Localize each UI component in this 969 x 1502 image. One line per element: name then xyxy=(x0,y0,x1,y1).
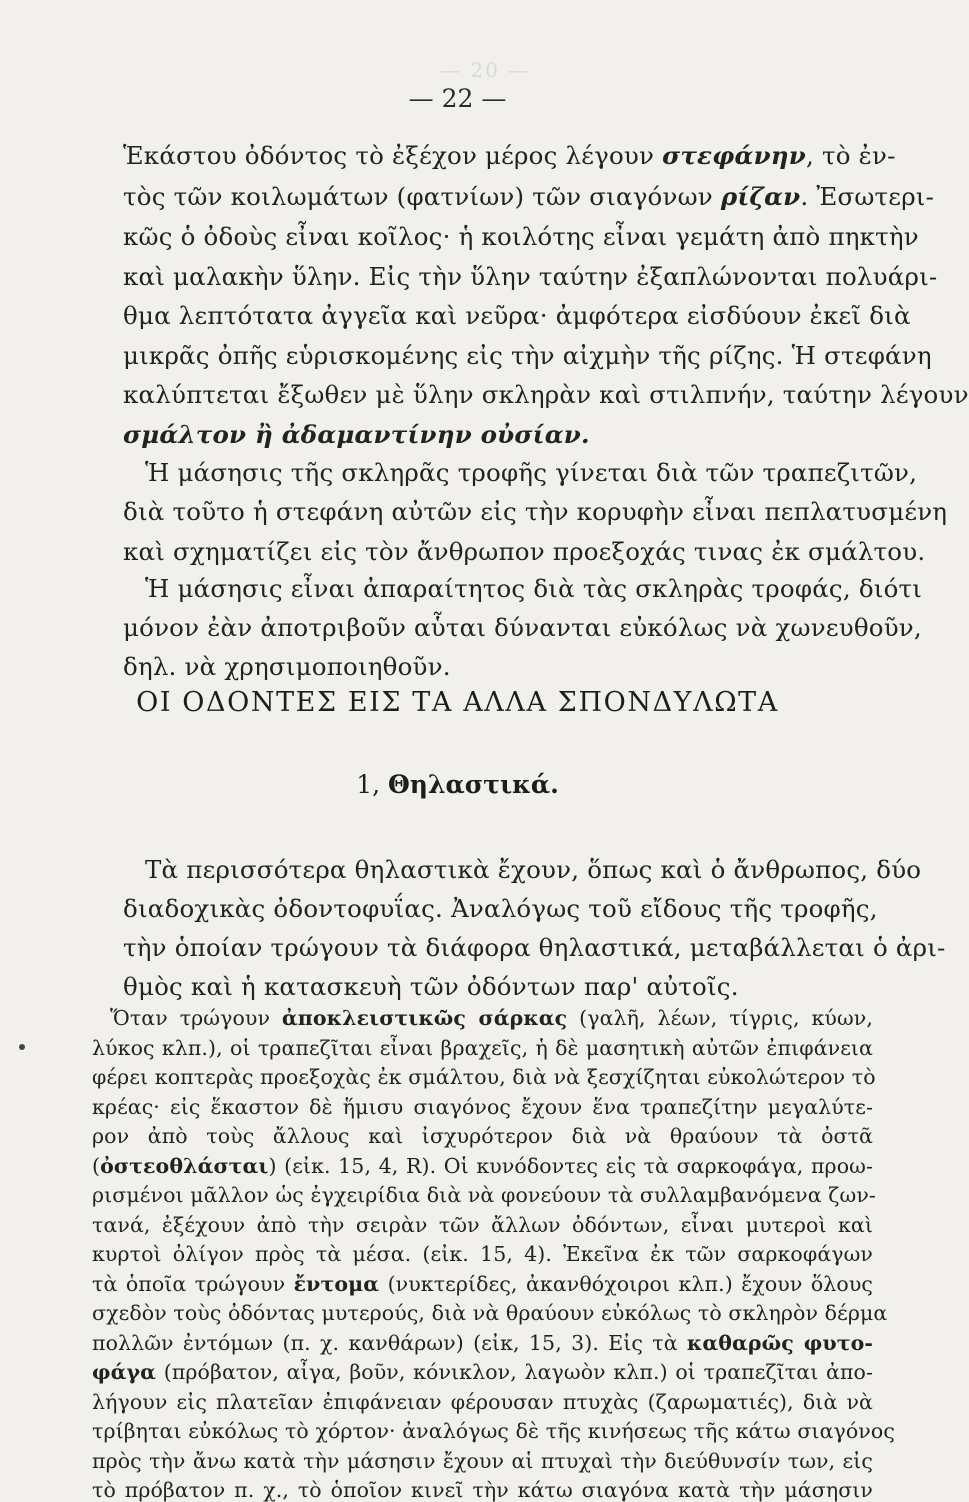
paragraph-line: πρὸς τὴν ἄνω κατὰ τὴν μάσησιν ἔχουν αἱ πτυχαὶ τὴν διεύθυνσίν των, εἰς xyxy=(92,1448,873,1473)
paragraph-line: Ἑκάστου ὀδόντος τὸ ἐξέχον μέρος λέγουν στεφάνην, τὸ ἐν- xyxy=(123,141,896,170)
section-heading: ΟΙ ΟΔΟΝΤΕΣ ΕΙΣ ΤΑ ΑΛΛΑ ΣΠΟΝΔΥΛΩΤΑ xyxy=(136,687,779,718)
paragraph-line: ρισμένοι μᾶλλον ὡς ἐγχειρίδια διὰ νὰ φονεύουν τὰ συλλαμβανόμενα ζων- xyxy=(92,1183,876,1207)
paragraph-line: διαδοχικὰς ὀδοντοφυΐας. Ἀναλόγως τοῦ εἴδους τῆς τροφῆς, xyxy=(123,894,878,923)
paragraph-line: τὸ πρόβατον π. χ., τὸ ὁποῖον κινεῖ τὴν κάτω σιαγόνα κατὰ τὴν μάσησιν xyxy=(92,1478,873,1502)
paragraph-line: λύκος κλπ.), οἱ τραπεζῖται εἶναι βραχεῖς, ἡ δὲ μασητικὴ αὐτῶν ἐπιφάνεια xyxy=(92,1035,873,1060)
paragraph-line: ρον ἀπὸ τοὺς ἄλλους καὶ ἰσχυρότερον διὰ νὰ θραύουν τὰ ὀστᾶ xyxy=(92,1124,873,1148)
paragraph-line: κυρτοὶ ὀλίγον πρὸς τὰ μέσα. (εἰκ. 15, 4). Ἐκεῖνα ἐκ τῶν σαρκοφάγων xyxy=(92,1242,873,1266)
paragraph-line: Ὅταν τρώγουν ἀποκλειστικῶς σάρκας (γαλῆ, λέων, τίγρις, κύων, xyxy=(110,1006,873,1030)
paragraph-line: κῶς ὁ ὀδοὺς εἶναι κοῖλος· ἡ κοιλότης εἶναι γεμάτη ἀπὸ πηκτὴν xyxy=(123,222,919,251)
paragraph-line: διὰ τοῦτο ἡ στεφάνη αὐτῶν εἰς τὴν κορυφὴν εἶναι πεπλατυσμένη xyxy=(123,497,948,526)
paragraph-line: τὴν ὁποίαν τρώγουν τὰ διάφορα θηλαστικά, μεταβάλλεται ὁ ἀρι- xyxy=(123,933,946,962)
subsection-heading: 1, Θηλαστικά. xyxy=(356,770,559,799)
paragraph-line: τὸς τῶν κοιλωμάτων (φατνίων) τῶν σιαγόνων ρίζαν. Ἐσωτερι- xyxy=(123,182,935,211)
paragraph-line: μόνον ἐὰν ἀποτριβοῦν αὗται δύνανται εὐκόλως νὰ χωνευθοῦν, xyxy=(123,613,922,642)
paragraph-line: θμὸς καὶ ἡ κατασκευὴ τῶν ὀδόντων παρ' αὐτοῖς. xyxy=(123,972,739,1001)
paragraph-line: (ὀστεοθλάσται) (εἰκ. 15, 4, R). Οἱ κυνόδοντες εἰς τὰ σαρκοφάγα, προω- xyxy=(92,1153,873,1178)
ghost-page-number: — 20 — xyxy=(440,58,531,82)
paragraph-line: τανά, ἐξέχουν ἀπὸ τὴν σειρὰν τῶν ἄλλων ὀδόντων, εἶναι μυτεροὶ καὶ xyxy=(92,1212,873,1237)
paragraph-line: λήγουν εἰς πλατεῖαν ἐπιφάνειαν φέρουσαν πτυχὰς (ζαρωματιές), διὰ νὰ xyxy=(92,1389,873,1414)
paragraph-line: τὰ ὁποῖα τρώγουν ἔντομα (νυκτερίδες, ἀκανθόχοιροι κλπ.) ἔχουν ὅλους xyxy=(92,1271,873,1296)
paragraph-line: πολλῶν ἐντόμων (π. χ. κανθάρων) (εἰκ, 15, 3). Εἰς τὰ καθαρῶς φυτο- xyxy=(92,1330,873,1355)
paragraph-line: θμα λεπτότατα ἀγγεῖα καὶ νεῦρα· ἀμφότερα εἰσδύουν ἐκεῖ διὰ xyxy=(123,301,911,330)
paragraph-line: καλύπτεται ἔξωθεν μὲ ὕλην σκληρὰν καὶ στιλπνήν, ταύτην λέγουν xyxy=(123,380,969,409)
paragraph-line: Ἡ μάσησις τῆς σκληρᾶς τροφῆς γίνεται διὰ τῶν τραπεζιτῶν, xyxy=(145,458,918,487)
paragraph-line: κρέας· εἰς ἕκαστον δὲ ἥμισυ σιαγόνος ἔχουν ἕνα τραπεζίτην μεγαλύτε- xyxy=(92,1094,873,1119)
paragraph-line: καὶ σχηματίζει εἰς τὸν ἄνθρωπον προεξοχάς τινας ἐκ σμάλτου. xyxy=(123,537,926,566)
paragraph-line: Τὰ περισσότερα θηλαστικὰ ἔχουν, ὅπως καὶ ὁ ἄνθρωπος, δύο xyxy=(145,855,922,884)
paragraph-line: καὶ μαλακὴν ὕλην. Εἰς τὴν ὕλην ταύτην ἐξαπλώνονται πολυάρι- xyxy=(123,262,938,291)
paragraph-line: σχεδὸν τοὺς ὀδόντας μυτερούς, διὰ νὰ θραύουν εὐκόλως τὸ σκληρὸν δέρμα xyxy=(92,1301,888,1325)
paragraph-line: μικρᾶς ὀπῆς εὑρισκομένης εἰς τὴν αἰχμὴν τῆς ρίζης. Ἡ στεφάνη xyxy=(123,341,932,370)
page-number: — 22 — xyxy=(408,84,507,113)
paragraph-line: φέρει κοπτερὰς προεξοχὰς ἐκ σμάλτου, διὰ νὰ ξεσχίζηται εὐκολώτερον τὸ xyxy=(92,1065,876,1089)
paragraph-line: τρίβηται εὐκόλως τὸ χόρτον· ἀναλόγως δὲ τῆς κινήσεως τῆς κάτω σιαγόνος xyxy=(92,1419,895,1443)
paragraph-line: φάγα (πρόβατον, αἶγα, βοῦν, κόνικλον, λαγωὸν κλπ.) οἱ τραπεζῖται ἀπο- xyxy=(92,1360,873,1384)
paragraph-line: σμάλτον ἢ ἀδαμαντίνην οὐσίαν. xyxy=(123,420,590,449)
paragraph-line: δηλ. νὰ χρησιμοποιηθοῦν. xyxy=(123,652,451,681)
paragraph-line: Ἡ μάσησις εἶναι ἀπαραίτητος διὰ τὰς σκληρὰς τροφάς, διότι xyxy=(145,574,923,603)
margin-dot xyxy=(19,1044,25,1050)
